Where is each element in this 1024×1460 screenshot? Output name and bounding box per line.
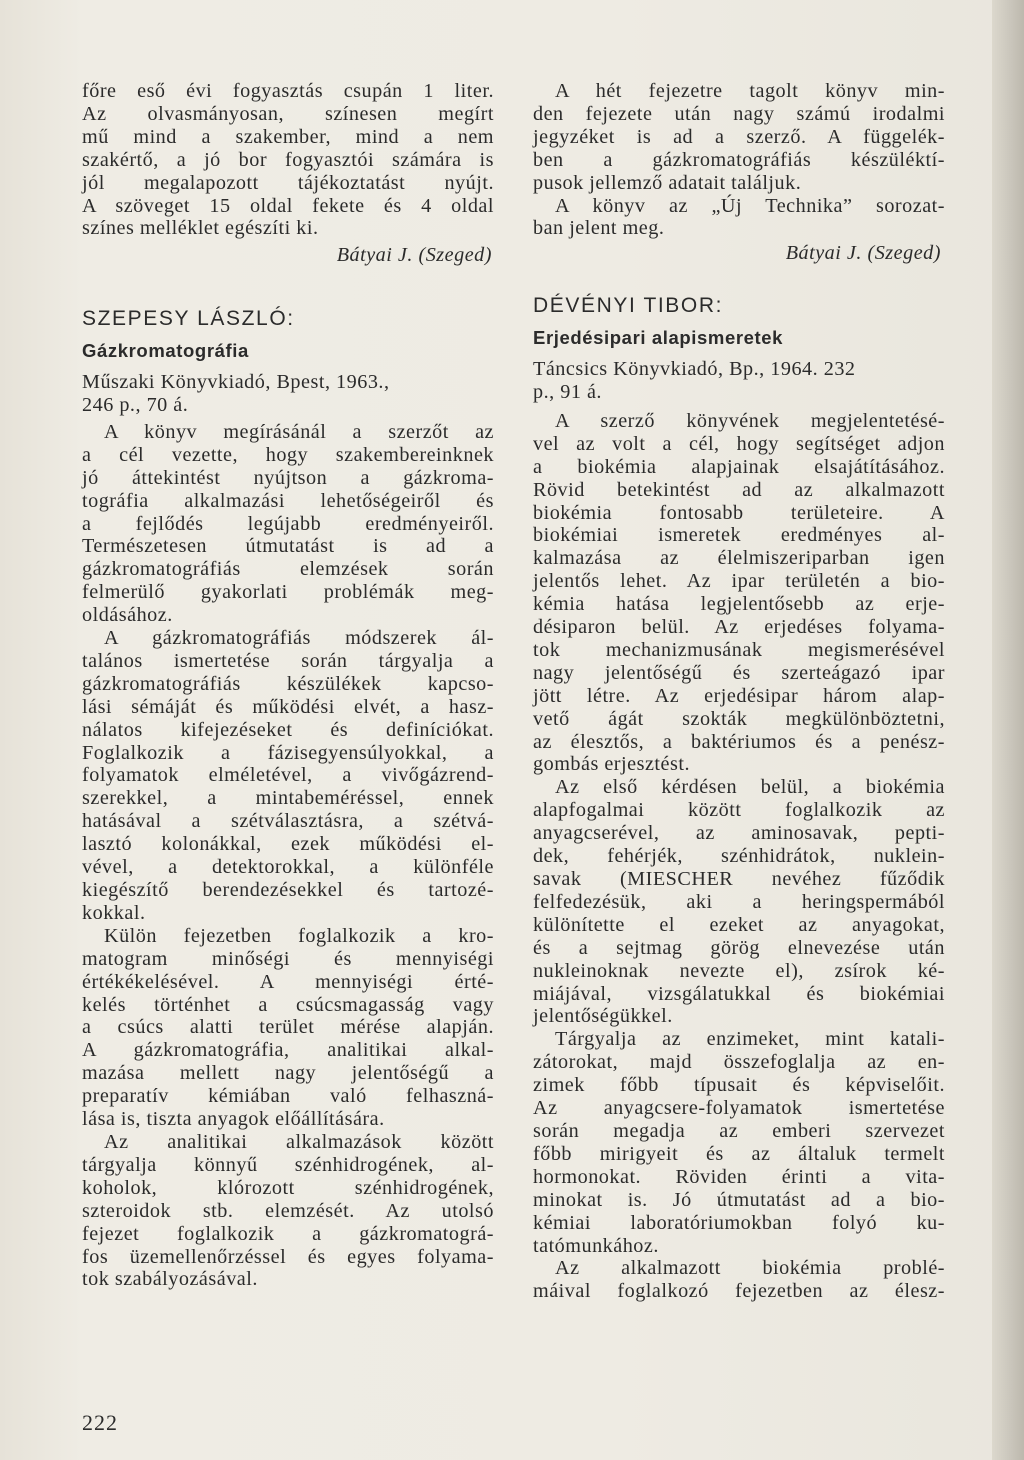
text-line: vével, a detektorokkal, a különféle (82, 856, 494, 879)
text-line: kelés történhet a csúcsmagasság vagy (82, 993, 494, 1016)
text-line: A szerző könyvének megjelentetésé- (555, 409, 945, 432)
review-author: SZEPESY LÁSZLÓ: (82, 307, 295, 331)
text-line: Az első kérdésen belül, a biokémia (555, 776, 945, 799)
text-line: folyamatok elméletével, a vivőgázrend- (82, 764, 494, 787)
text-line: felmerülő gyakorlati problémák meg- (82, 581, 494, 604)
text-line: Természetesen útmutatást is ad a (82, 535, 494, 558)
paragraph (533, 1028, 945, 1257)
text-line: mű mind a szakember, mind a nem (82, 125, 494, 148)
text-line: kémia hatása legjelentősebb az erje- (533, 593, 945, 616)
text-line: den fejezete után nagy számú irodalmi (533, 102, 945, 125)
right-column (533, 80, 945, 1303)
text-line: gázkromatográfiás elemzések során (82, 558, 494, 581)
paragraph (82, 1131, 494, 1291)
text-line: p., 91 á. (533, 380, 602, 403)
text-line: désiparon belül. Az erjedéses folyama- (533, 616, 945, 639)
text-line: nagy jelentőségű és szerteágazó ipar (533, 661, 945, 684)
text-line: 246 p., 70 á. (82, 393, 189, 416)
review-book-title: Gázkromatográfia (82, 340, 249, 362)
text-line: főre eső évi fogyasztás csupán 1 liter. (82, 80, 494, 102)
text-line: A hét fejezetre tagolt könyv min- (555, 80, 945, 102)
text-line: Az analitikai alkalmazások között (104, 1130, 494, 1153)
text-line: talános ismertetése során tárgyalja a (82, 649, 494, 672)
paragraph (82, 925, 494, 1131)
text-line: Rövid betekintést ad az alkalmazott (533, 478, 945, 501)
text-line: tok mechanizmusának megismerésével (533, 638, 945, 661)
text-line: jó áttekintést nyújtson a gázkroma- (82, 466, 494, 489)
text-line: nálatos kifejezéseket és definíciókat. (82, 718, 494, 741)
text-line: máival foglalkozó fejezetben az élesz- (533, 1280, 945, 1303)
text-line: különítette el ezeket az anyagokat, (533, 913, 945, 936)
text-line: tárgyalja könnyű szénhidrogének, al- (82, 1153, 494, 1176)
paragraph (82, 421, 494, 627)
text-line: matogram minőségi és mennyiségi (82, 947, 494, 970)
review1-continuation (82, 80, 494, 240)
text-line: szakértő, a jó bor fogyasztói számára is (82, 148, 494, 171)
text-line: lási sémáját és működési elvét, a hasz- (82, 695, 494, 718)
text-line: Táncsics Könyvkiadó, Bp., 1964. 232 (533, 358, 856, 381)
publisher-info (533, 358, 945, 404)
text-line: kokkal. (82, 901, 146, 924)
text-line: zátorokat, majd összefoglalja az en- (533, 1051, 945, 1074)
text-line: szteroidok stb. elemzését. Az utolsó (82, 1199, 494, 1222)
text-line: minokat is. Jó útmutatást ad a bio- (533, 1188, 945, 1211)
text-line: lasztó kolonákkal, ezek működési el- (82, 833, 494, 856)
review-author: DÉVÉNYI TIBOR: (533, 294, 724, 318)
paragraph (82, 627, 494, 925)
page-number: 222 (82, 1410, 118, 1435)
text-line: gombás erjesztést. (533, 753, 690, 776)
text-line: felfedezésük, aki a heringspermából (533, 890, 945, 913)
text-line: a cél vezette, hogy szakembereinknek (82, 443, 494, 466)
text-line: során megadja az emberi szervezet (533, 1119, 945, 1142)
text-line: tográfia alkalmazási lehetőségeiről és (82, 489, 494, 512)
text-line: Az alkalmazott biokémia problé- (555, 1257, 945, 1280)
text-line: Az olvasmányosan, színesen megírt (82, 102, 494, 125)
review-book-title: Erjedésipari alapismeretek (533, 327, 784, 349)
text-line: ban jelent meg. (533, 217, 665, 240)
text-line: tok szabályozásával. (82, 1268, 258, 1291)
text-line: a fejlődés legújabb eredményeiről. (82, 512, 494, 535)
text-line: A könyv az „Új Technika” sorozat- (555, 194, 945, 217)
text-line: kémiai laboratóriumokban folyó ku- (533, 1211, 945, 1234)
page-edge (992, 0, 1024, 1460)
text-line: zimek főbb típusait és képviselőit. (533, 1074, 945, 1097)
paragraph (533, 1257, 945, 1303)
text-line: koholok, klórozott szénhidrogének, (82, 1176, 494, 1199)
text-line: színes melléklet egészíti ki. (82, 217, 319, 240)
text-line: Tárgyalja az enzimeket, mint katali- (555, 1028, 945, 1051)
text-line: miájával, vizsgálatukkal és biokémiai (533, 982, 945, 1005)
text-line: főbb mirigyeit és az általuk termelt (533, 1142, 945, 1165)
text-line: A könyv megírásánál a szerzőt az (104, 420, 494, 443)
text-line: kalmazása az élelmiszeriparban igen (533, 547, 945, 570)
text-line: fos üzemellenőrzéssel és egyes folyama- (82, 1245, 494, 1268)
paragraph (533, 410, 945, 777)
text-line: biokémia fontosabb területeire. A (533, 501, 945, 524)
text-line: fejezet foglalkozik a gázkromatográ- (82, 1222, 494, 1245)
paragraph (533, 776, 945, 1028)
text-line: Az anyagcsere-folyamatok ismertetése (533, 1097, 945, 1120)
text-line: mazása mellett nagy jelentőségű a (82, 1062, 494, 1085)
text-line: jól megalapozott tájékoztatást nyújt. (82, 171, 494, 194)
text-line: alapfogalmai között foglalkozik az (533, 799, 945, 822)
text-line: Foglalkozik a fázisegyensúlyokkal, a (82, 741, 494, 764)
text-line: oldásához. (82, 604, 173, 627)
publisher-info (82, 371, 494, 417)
text-line: A szöveget 15 oldal fekete és 4 oldal (82, 194, 494, 217)
text-line: vető ágát szokták megkülönböztetni, (533, 707, 945, 730)
text-line: kiegészítő berendezésekkel és tartozé- (82, 879, 494, 901)
text-line: tatómunkához. (533, 1234, 659, 1257)
reviewer-signature: Bátyai J. (Szeged) (785, 242, 941, 265)
text-line: vel az volt a cél, hogy segítséget adjon (533, 432, 945, 455)
text-line: A gázkromatográfia, analitikai alkal- (82, 1039, 494, 1062)
text-line: a biokémia alapjainak elsajátításához. (533, 455, 945, 478)
text-line: szerekkel, a mintabeméréssel, ennek (82, 787, 494, 810)
text-line: értékékelésével. A mennyiségi érté- (82, 970, 494, 993)
text-line: hatásával a szétválasztásra, a szétvá- (82, 810, 494, 833)
text-line: hormonokat. Röviden érinti a vita- (533, 1165, 945, 1188)
paragraph (533, 195, 945, 241)
text-line: ben a gázkromatográfiás készüléktí- (533, 148, 945, 171)
text-line: jegyzéket is ad a szerző. A függelék- (533, 125, 945, 148)
paragraph (533, 80, 945, 195)
text-line: preparatív kémiában való felhaszná- (82, 1085, 494, 1108)
text-line: lása is, tiszta anyagok előállítására. (82, 1108, 385, 1131)
text-line: a csúcs alatti terület mérése alapján. (82, 1016, 494, 1039)
text-line: Műszaki Könyvkiadó, Bpest, 1963., (82, 371, 390, 394)
text-line: jött létre. Az erjedésipar három alap- (533, 684, 945, 707)
text-line: gázkromatográfiás készülékek kapcso- (82, 672, 494, 695)
text-line: pusok jellemző adatait találjuk. (533, 171, 802, 194)
text-line: anyagcserével, az aminosavak, pepti- (533, 822, 945, 845)
text-line: és a sejtmag görög elnevezése után (533, 936, 945, 959)
reviewer-signature: Bátyai J. (Szeged) (336, 244, 492, 267)
text-line: Külön fejezetben foglalkozik a kro- (104, 924, 494, 947)
text-line: jelentős lehet. Az ipar területén a bio- (533, 570, 945, 593)
text-line: biokémiai ismeretek eredményes al- (533, 524, 945, 547)
text-line: savak (MIESCHER nevéhez fűződik (533, 868, 945, 890)
left-column (82, 80, 494, 1291)
text-line: jelentőségükkel. (533, 1005, 673, 1028)
text-line: dek, fehérjék, szénhidrátok, nuklein- (533, 845, 945, 868)
text-line: nukleinoknak nevezte el), zsírok ké- (533, 959, 945, 982)
text-line: az élesztős, a baktériumos és a penész- (533, 730, 945, 753)
text-line: A gázkromatográfiás módszerek ál- (104, 627, 494, 650)
